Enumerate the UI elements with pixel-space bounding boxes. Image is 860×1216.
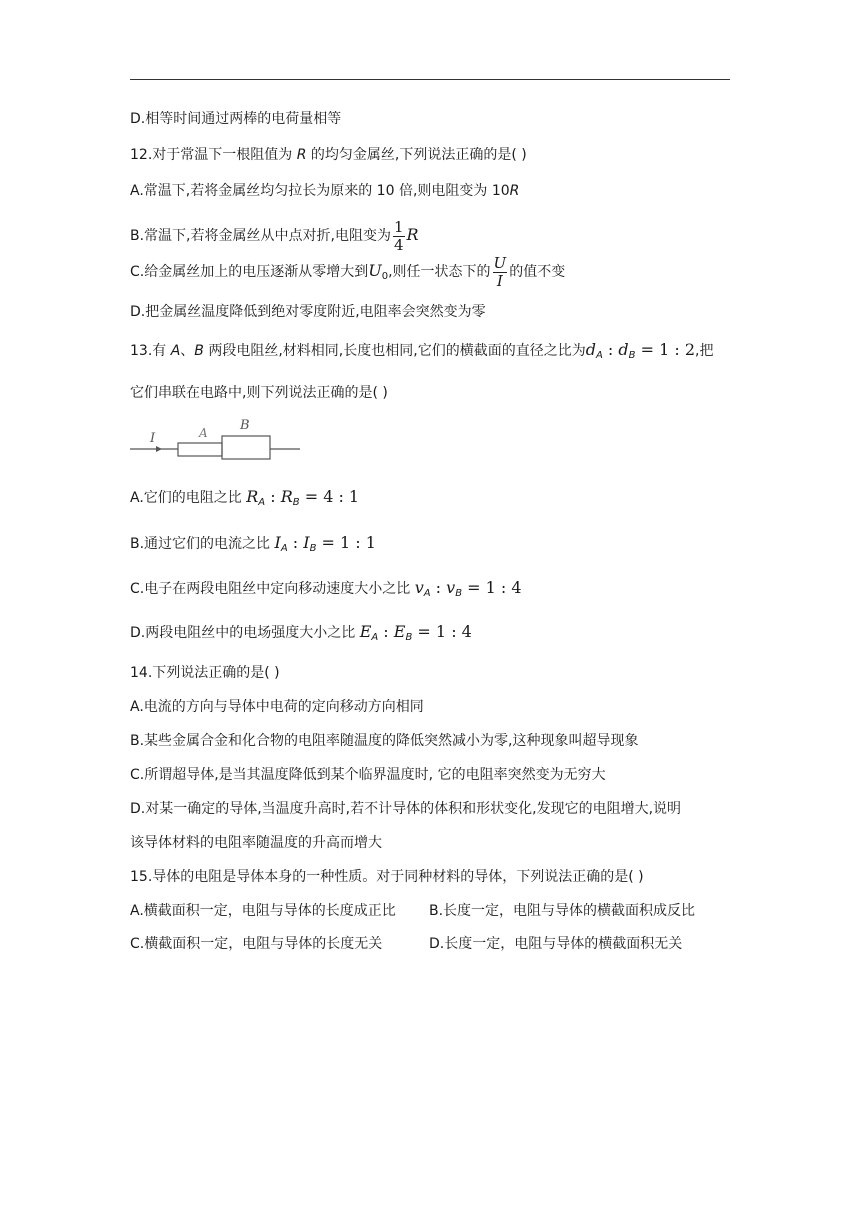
q14-option-a: A.电流的方向与导体中电荷的定向移动方向相同 — [130, 699, 424, 715]
q13-option-d: D.两段电阻丝中的电场强度大小之比 $E_A$ : $E_B = 1$ : 4 — [130, 622, 472, 643]
q15-option-d: D.长度一定，电阻与导体的横截面积无关 — [429, 936, 683, 952]
q12-option-d: D.把金属丝温度降低到绝对零度附近,电阻率会突然变为零 — [130, 304, 486, 320]
label-current-i: I — [150, 431, 156, 446]
q15-option-c: C.横截面积一定，电阻与导体的长度无关 — [130, 936, 383, 952]
q13-option-b: B.通过它们的电流之比 $I_A$ : $I_B = 1$ : 1 — [130, 533, 376, 554]
q13-stem-line2: 它们串联在电路中,则下列说法正确的是( ) — [130, 385, 388, 401]
fraction-one-quarter: $\frac{1}{4}$ — [393, 217, 404, 254]
q15-option-b: B.长度一定，电阻与导体的横截面积成反比 — [429, 903, 696, 919]
q14-option-c: C.所谓超导体,是当其温度降低到某个临界温度时, 它的电阻率突然变为无穷大 — [130, 767, 606, 783]
circuit-diagram — [130, 414, 302, 464]
q14-stem: 14.下列说法正确的是( ) — [130, 665, 280, 681]
q13-option-a: A.它们的电阻之比 $R_A$ : $R_B = 4$ : 1 — [130, 487, 360, 508]
q12-option-b: B.常温下,若将金属丝从中点对折,电阻变为 $\frac{1}{4}$ R — [130, 217, 419, 254]
label-resistor-a: A — [199, 426, 208, 440]
q13-option-c: C.电子在两段电阻丝中定向移动速度大小之比 $v_A$ : $v_B = 1$ : 4 — [130, 578, 522, 599]
q14-option-b: B.某些金属合金和化合物的电阻率随温度的降低突然减小为零,这种现象叫超导现象 — [130, 733, 639, 749]
q12-option-a: A.常温下,若将金属丝均匀拉长为原来的 10 倍,则电阻变为 10R — [130, 183, 520, 199]
q14-option-d-line2: 该导体材料的电阻率随温度的升高而增大 — [130, 835, 382, 851]
label-resistor-b: B — [240, 418, 250, 433]
q11-option-d: D.相等时间通过两棒的电荷量相等 — [130, 111, 342, 127]
q14-option-d-line1: D.对某一确定的导体,当温度升高时,若不计导体的体积和形状变化,发现它的电阻增大,说明 — [130, 801, 682, 817]
q12-option-c: C.给金属丝加上的电压逐渐从零增大到$U_0$,则任一状态下的 $\frac{U}{I}$ 的值不变 — [130, 253, 566, 290]
fraction-u-over-i: $\frac{U}{I}$ — [493, 253, 507, 290]
q15-stem: 15.导体的电阻是导体本身的一种性质。对于同种材料的导体，下列说法正确的是( ) — [130, 869, 644, 885]
q13-stem-line1: 13.有 A、B 两段电阻丝,材料相同,长度也相同,它们的横截面的直径之比为$d_A$ : $d_B = 1$ : 2,把 — [130, 340, 714, 361]
q15-option-a: A.横截面积一定，电阻与导体的长度成正比 — [130, 903, 396, 919]
header-rule — [130, 79, 730, 80]
q12-stem: 12.对于常温下一根阻值为 R 的均匀金属丝,下列说法正确的是( ) — [130, 147, 527, 163]
